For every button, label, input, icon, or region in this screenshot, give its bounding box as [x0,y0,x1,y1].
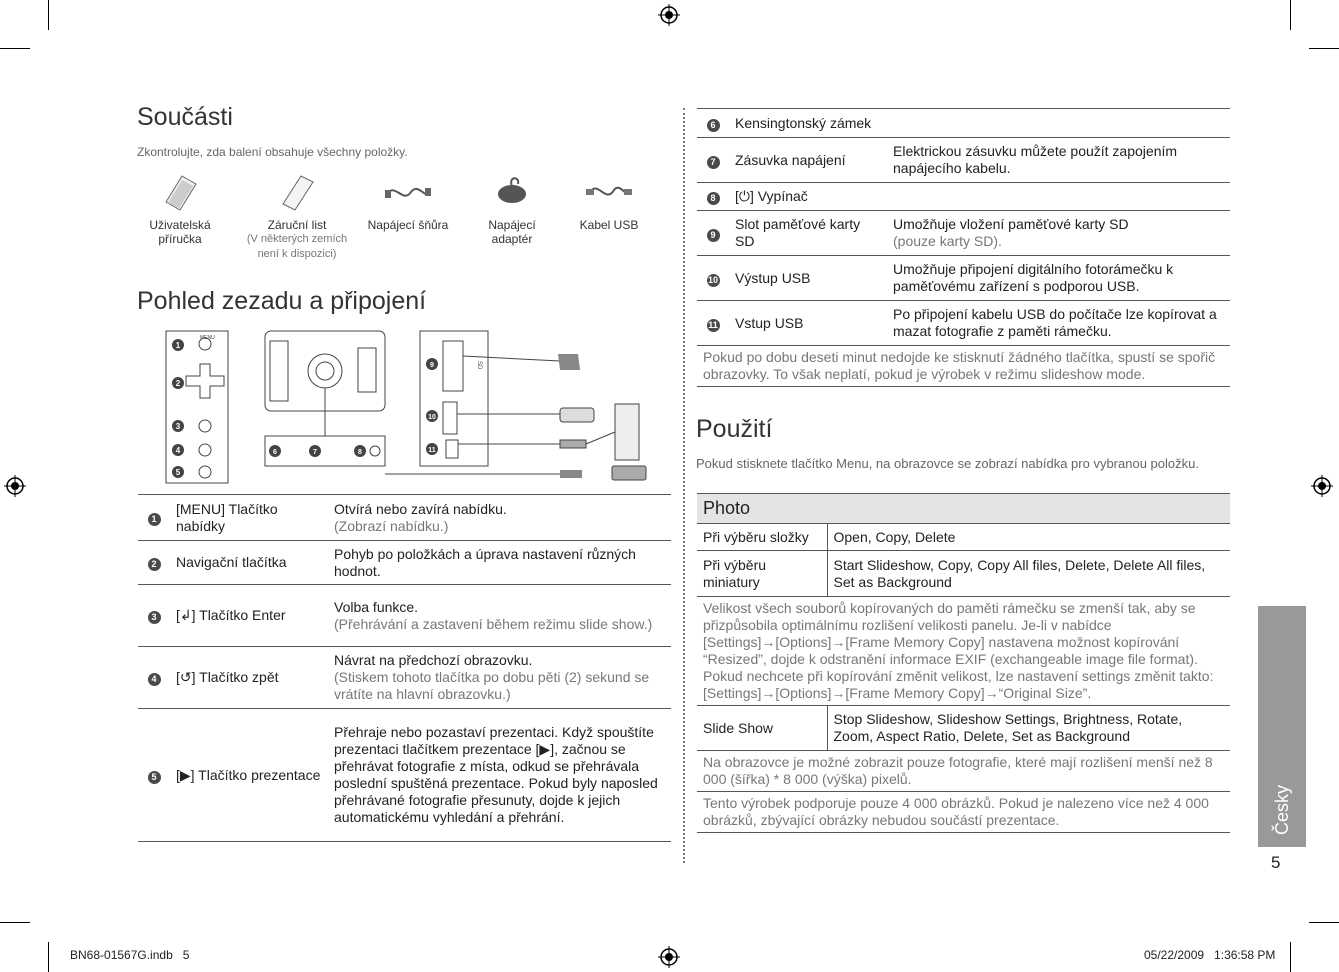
part-desc: Pohyb po položkách a úprava nastavení různých hodnot. [334,545,636,579]
part-name: Výstup USB [729,256,887,301]
resolution-note: Na obrazovce je možné zobrazit pouze fotografie, které mají rozlišení menší než 8 000 (šířka) * 8 000 (výška) pixelů. [697,751,1230,792]
registration-mark-icon [658,4,680,26]
item-sub: (V některých zemích není k dispozici) [246,233,348,260]
part-name: Kensingtonský zámek [729,109,887,138]
diagram-number: 9 [430,362,434,369]
diagram-number: 6 [273,449,277,456]
table-row [138,541,671,585]
crop-mark [0,48,30,49]
menu-options: Stop Slideshow, Slideshow Settings, Brightness, Rotate, Zoom, Aspect Ratio, Delete, Set as Background [827,706,1230,751]
table-row [697,211,1230,256]
part-name: [↺] Tlačítko zpět [170,647,328,709]
power-cord-icon [383,172,433,212]
part-desc [887,183,1230,211]
row-number: 5 [148,771,161,784]
components-intro: Zkontrolujte, zda balení obsahuje všechny položky. [137,145,408,159]
item-warranty [238,172,356,262]
diagram-number: 4 [175,446,181,455]
item-label: Kabel USB [579,218,639,232]
table-row [697,256,1230,301]
crop-mark [48,942,49,972]
part-name: [⏻] Vypínač [729,183,887,211]
part-desc: Po připojení kabelu USB do počítače lze kopírovat a mazat fotografie z paměti rámečku. [887,301,1230,346]
table-row [697,524,1230,551]
crop-mark [1309,922,1339,923]
rear-connection-diagram [160,326,650,488]
warranty-card-icon [275,172,319,212]
table-row [697,346,1230,387]
diagram-number: 3 [175,422,181,431]
diagram-number: 1 [175,341,181,350]
side-port-panel [420,331,488,466]
usb-cable-icon [584,172,634,212]
table-row [138,647,671,709]
part-desc-note: (Stiskem tohoto tlačítka po dobu pěti (2) sekund se vrátíte na hlavní obrazovku.) [334,669,650,702]
part-name: [▶] Tlačítko prezentace [170,709,328,842]
part-desc: Návrat na předchozí obrazovku. [334,652,533,668]
registration-mark-icon [4,475,26,497]
part-name: [↲] Tlačítko Enter [170,585,328,647]
part-name: Navigační tlačítka [170,541,328,585]
row-number: 3 [148,611,161,624]
diagram-number: 7 [313,449,317,456]
part-desc: Umožňuje vložení paměťové karty SD [893,216,1129,232]
diagram-number: 11 [428,447,436,454]
footer-date: 05/22/2009 1:36:58 PM [1144,948,1276,962]
row-number: 2 [148,558,161,571]
menu-options: Start Slideshow, Copy, Copy All files, Delete, Delete All files, Set as Background [827,551,1230,597]
part-desc: Přehraje nebo pozastaví prezentaci. Když spouštíte prezentaci tlačítkem prezentace [▶], začnou se přehrávat fotografie z místa, odkud se přehrávala poslední spuštěná prezentace. Pokud byly naposled přehrávané fotografie přesunuty, dojde k jejich automatickému vyhledání a přehrání. [334,724,658,825]
table-row [697,109,1230,138]
menu-options: Open, Copy, Delete [827,524,1230,551]
menu-context: Při výběru složky [697,524,827,551]
part-name: Vstup USB [729,301,887,346]
rear-parts-table-continued [697,108,1230,387]
part-name: [MENU] Tlačítko nabídky [170,495,328,541]
screensaver-note: Pokud po dobu deseti minut nedojde ke stisknutí žádného tlačítka, spustí se spořič obrazovky. To však neplatí, pokud je výrobek v režimu slideshow mode. [697,346,1230,387]
part-desc-note: (Přehrávání a zastavení během režimu slide show.) [334,615,653,632]
manual-icon [158,172,202,212]
row-number: 6 [707,119,720,132]
part-name: Slot paměťové karty SD [729,211,887,256]
part-desc-note: (pouze karty SD). [893,233,1002,249]
item-usb-cable [570,172,648,232]
row-number: 8 [707,192,720,205]
sd-label: SD [476,361,482,370]
row-number: 7 [707,156,720,169]
diagram-number: 8 [358,449,362,456]
section-title-usage: Použití [696,415,773,443]
menu-context: Slide Show [697,706,827,751]
rear-parts-table [138,494,671,842]
part-desc [887,109,1230,138]
registration-mark-icon [658,946,680,968]
menu-context: Při výběru miniatury [697,551,827,597]
row-number: 10 [707,274,718,285]
registration-mark-icon [1311,475,1333,497]
section-title-rear-view: Pohled zezadu a připojení [137,287,427,315]
table-header-row [697,494,1230,524]
part-desc: Volba funkce. [334,598,419,615]
row-number: 11 [708,319,718,330]
table-row [697,597,1230,706]
item-label: Záruční list [267,218,327,232]
frame-back [265,331,385,441]
table-row [138,709,671,842]
table-row [697,751,1230,792]
usage-intro: Pokud stisknete tlačítko Menu, na obrazovce se zobrazí nabídka pro vybranou položku. [696,456,1199,471]
crop-mark [0,922,30,923]
item-label: Napájecí adaptér [488,218,536,246]
power-adapter-icon [490,172,534,212]
item-label: Napájecí šňůra [367,218,449,232]
table-row [697,551,1230,597]
row-number: 9 [707,229,720,242]
part-desc: Elektrickou zásuvku můžete použít zapojením napájecího kabelu. [887,138,1230,183]
table-row [697,792,1230,833]
row-number: 4 [148,673,161,686]
menu-table [697,493,1230,833]
crop-mark [1309,48,1339,49]
table-row [697,301,1230,346]
row-number: 1 [148,513,161,526]
diagram-number: 10 [428,414,436,421]
image-limit-note: Tento výrobek podporuje pouze 4 000 obrázků. Pokud je nalezeno více než 4 000 obrázků, zbývající obrázky nebudou součástí prezentace. [697,792,1230,833]
section-title-components: Součásti [137,103,233,131]
part-name: Zásuvka napájení [729,138,887,183]
photo-header: Photo [697,494,1230,524]
part-desc: Otvírá nebo zavírá nabídku. [334,500,507,517]
item-user-manual [140,172,220,246]
diagram-number: 5 [175,468,181,477]
part-desc-note: (Zobrazí nabídku.) [334,517,449,534]
table-row [697,706,1230,751]
item-adapter [472,172,552,246]
crop-mark [1290,0,1291,30]
crop-mark [1290,942,1291,972]
item-label: Uživatelská příručka [149,218,211,246]
menu-label: MENU [200,335,215,341]
table-row [138,585,671,647]
language-tab [1258,606,1306,847]
button-panel [166,331,228,483]
bottom-port-panel [265,436,385,466]
part-desc: Umožňuje připojení digitálního fotorámečku k paměťovému zařízení s podporou USB. [887,256,1230,301]
column-divider [683,108,685,863]
language-label: Česky [1272,784,1292,835]
item-power-cord [362,172,454,232]
table-row [697,183,1230,211]
diagram-number: 2 [175,379,181,388]
crop-mark [48,0,49,30]
resize-note: Velikost všech souborů kopírovaných do paměti rámečku se zmenší tak, aby se přizpůsobila optimálnímu rozlišení velikosti panelu. Je-li v nabídce [Settings]→[Options]→[Frame Memory Copy] nastavena možnost kopírování “Resized”, dojde k odstranění informace EXIF (exchangeable image file format). Pokud nechcete při kopírování změnit velikost, lze nastavení settings změnit takto: [Settings]→[Options]→[Frame Memory Copy]→“Original Size”. [697,597,1230,706]
page-number: 5 [1271,853,1281,872]
footer-file: BN68-01567G.indb 5 [70,948,190,962]
table-row [138,495,671,541]
table-row [697,138,1230,183]
